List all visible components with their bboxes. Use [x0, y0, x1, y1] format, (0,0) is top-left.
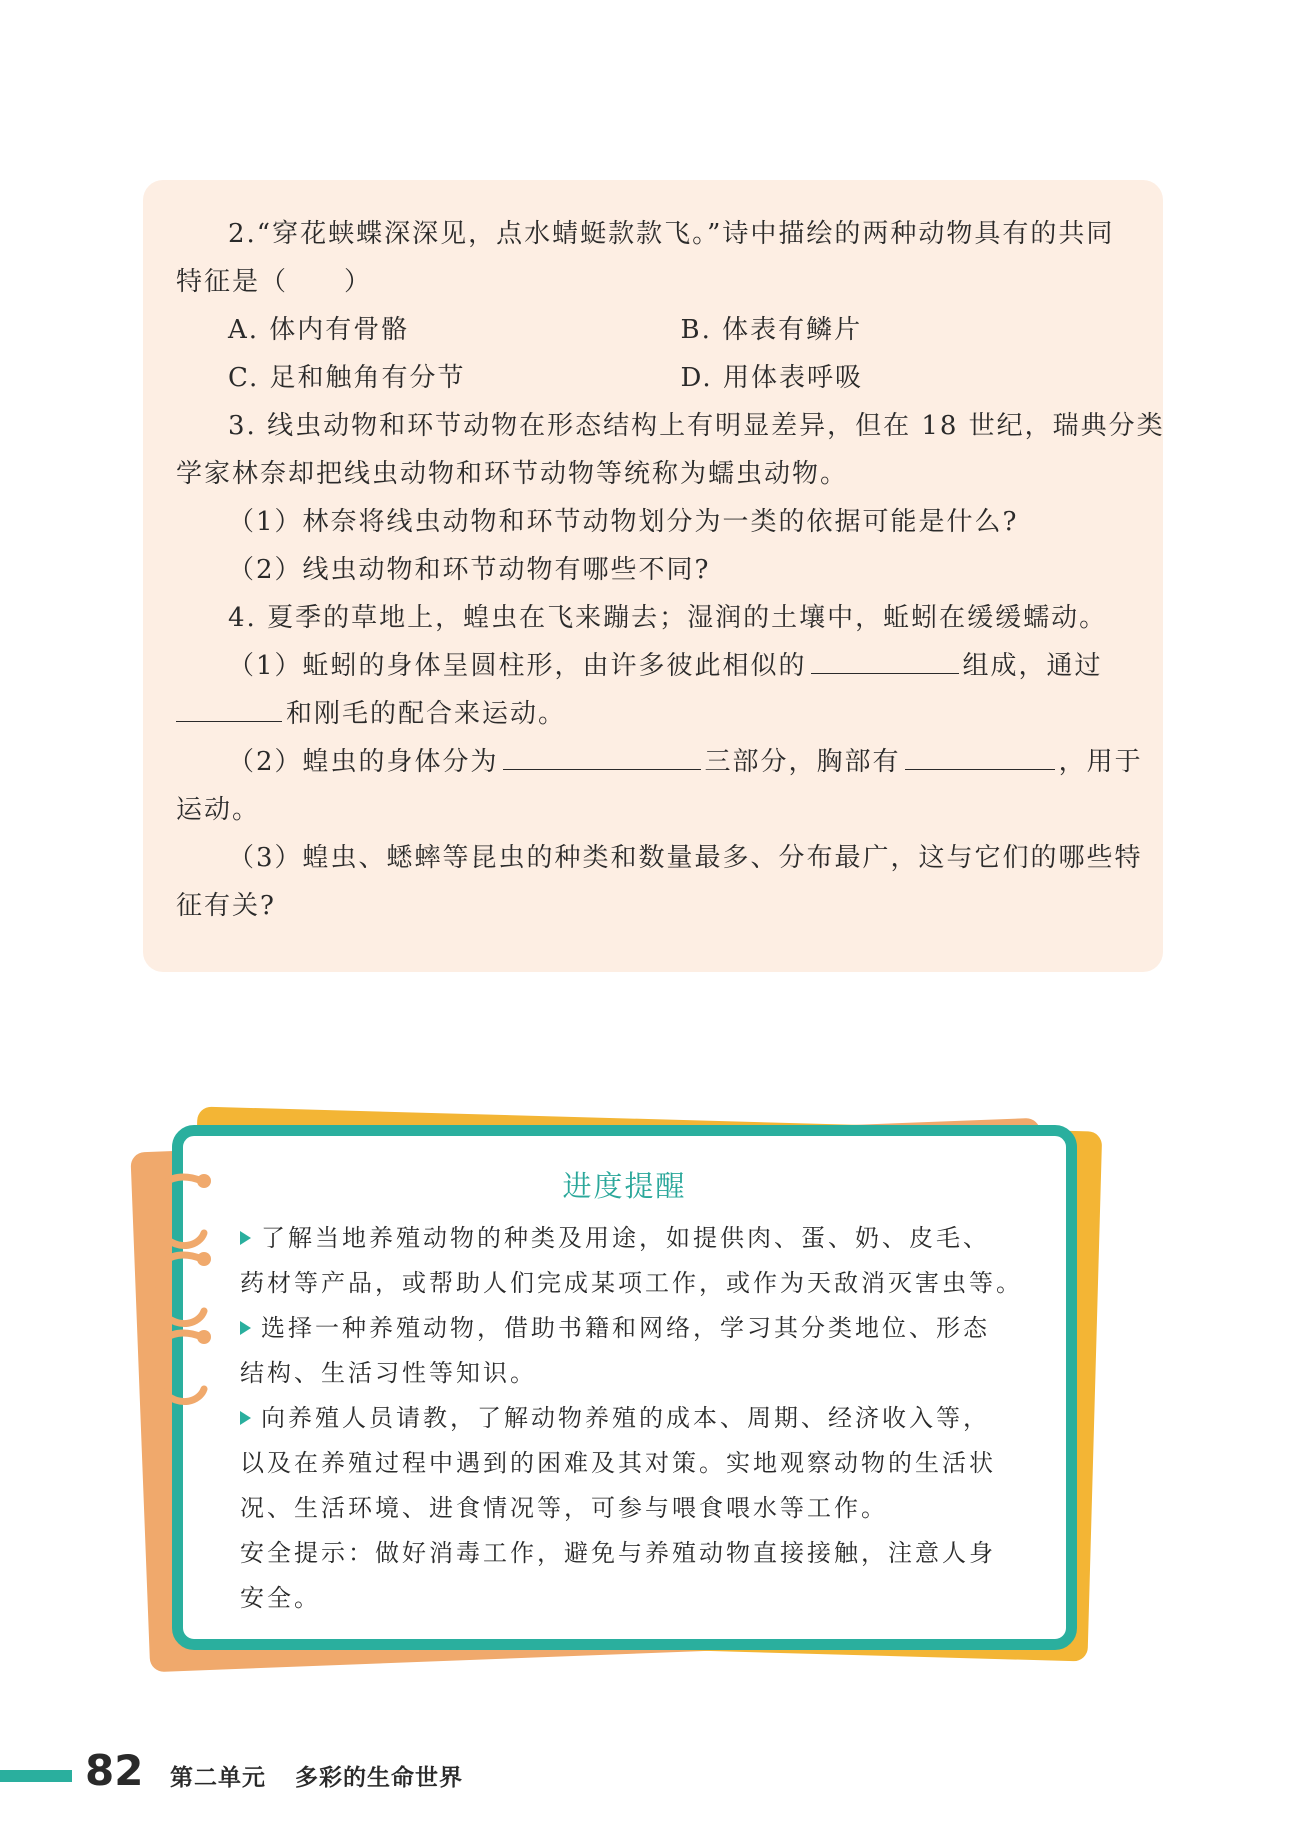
q2-options-row2	[176, 354, 1133, 402]
page-number: 82	[85, 1746, 144, 1795]
card-main	[172, 1125, 1077, 1650]
q2-option-c[interactable]: C. 足和触角有分节	[228, 363, 466, 393]
q2-option-a[interactable]: A. 体内有骨骼	[228, 315, 410, 345]
card-title: 进度提醒	[562, 1169, 687, 1203]
binder-ring-icon	[152, 1174, 211, 1246]
q3-stem-line1: 3. 线虫动物和环节动物在形态结构上有明显差异，但在 18 世纪，瑞典分类	[228, 411, 1165, 441]
q4-sub2-text1: （2）蝗虫的身体分为	[228, 747, 499, 777]
reminder-line-6: 以及在养殖过程中遇到的困难及其对策。实地观察动物的生活状	[240, 1449, 996, 1477]
footer-unit-title: 多彩的生命世界	[295, 1765, 463, 1791]
q4-sub1-blank2[interactable]	[176, 691, 282, 722]
q2-options-row1	[176, 306, 1133, 354]
reminder-line-5: 向养殖人员请教，了解动物养殖的成本、周期、经济收入等，	[240, 1396, 1040, 1441]
footer-accent-bar	[0, 1770, 72, 1782]
q4-sub2-text3: ，用于	[1058, 747, 1143, 777]
q2-stem-line2: 特征是（ ）	[176, 267, 373, 297]
q2-option-b[interactable]: B. 体表有鳞片	[680, 315, 863, 345]
binder-rings	[140, 1105, 260, 1665]
reminder-line-7: 况、生活环境、进食情况等，可参与喂食喂水等工作。	[240, 1494, 888, 1522]
reminder-line-2: 药材等产品，或帮助人们完成某项工作，或作为天敌消灭害虫等。	[240, 1269, 1023, 1297]
q4-sub2-blank2[interactable]	[905, 739, 1055, 770]
q4-sub2-blank1[interactable]	[503, 739, 701, 770]
q3-sub2: （2）线虫动物和环节动物有哪些不同?	[228, 555, 711, 585]
q3-sub1: （1）林奈将线虫动物和环节动物划分为一类的依据可能是什么?	[228, 507, 1019, 537]
reminder-line-3: 选择一种养殖动物，借助书籍和网络，学习其分类地位、形态	[240, 1306, 1040, 1351]
q4-sub2-line2: 运动。	[176, 795, 261, 825]
q4-sub2-line1	[176, 738, 1143, 786]
q2-option-d[interactable]: D. 用体表呼吸	[680, 363, 863, 393]
binder-ring-icon	[152, 1330, 211, 1402]
reminder-line-1: 了解当地养殖动物的种类及用途，如提供肉、蛋、奶、皮毛、	[240, 1216, 1040, 1261]
q4-sub1-text1: （1）蚯蚓的身体呈圆柱形，由许多彼此相似的	[228, 651, 807, 681]
q3-stem-line2: 学家林奈却把线虫动物和环节动物等统称为蠕虫动物。	[176, 459, 849, 489]
q4-sub3-line1: （3）蝗虫、蟋蟀等昆虫的种类和数量最多、分布最广，这与它们的哪些特	[228, 843, 1143, 873]
q2-stem-line1: 2.“穿花蛱蝶深深见，点水蜻蜓款款飞。”诗中描绘的两种动物具有的共同	[228, 219, 1115, 249]
card-text	[240, 1216, 1040, 1621]
q4-sub1-blank1[interactable]	[811, 643, 959, 674]
safety-tip-line-2: 安全。	[240, 1584, 321, 1612]
q4-sub1-line2	[176, 690, 1133, 738]
progress-reminder-card	[140, 1105, 1100, 1675]
q4-sub3-line2: 征有关?	[176, 891, 276, 921]
footer-unit-label: 第二单元	[170, 1765, 266, 1791]
reminder-line-4: 结构、生活习性等知识。	[240, 1359, 537, 1387]
q4-sub2-text2: 三部分，胸部有	[704, 747, 901, 777]
q4-sub1-text2: 组成，通过	[962, 651, 1103, 681]
q4-sub1-text3: 和刚毛的配合来运动。	[286, 699, 567, 729]
q4-sub1-line1	[176, 642, 1133, 690]
exercise-box	[143, 180, 1163, 972]
safety-tip-line-1: 安全提示：做好消毒工作，避免与养殖动物直接接触，注意人身	[240, 1539, 996, 1567]
q4-stem: 4. 夏季的草地上，蝗虫在飞来蹦去；湿润的土壤中，蚯蚓在缓缓蠕动。	[228, 603, 1108, 633]
binder-ring-icon	[152, 1252, 211, 1324]
